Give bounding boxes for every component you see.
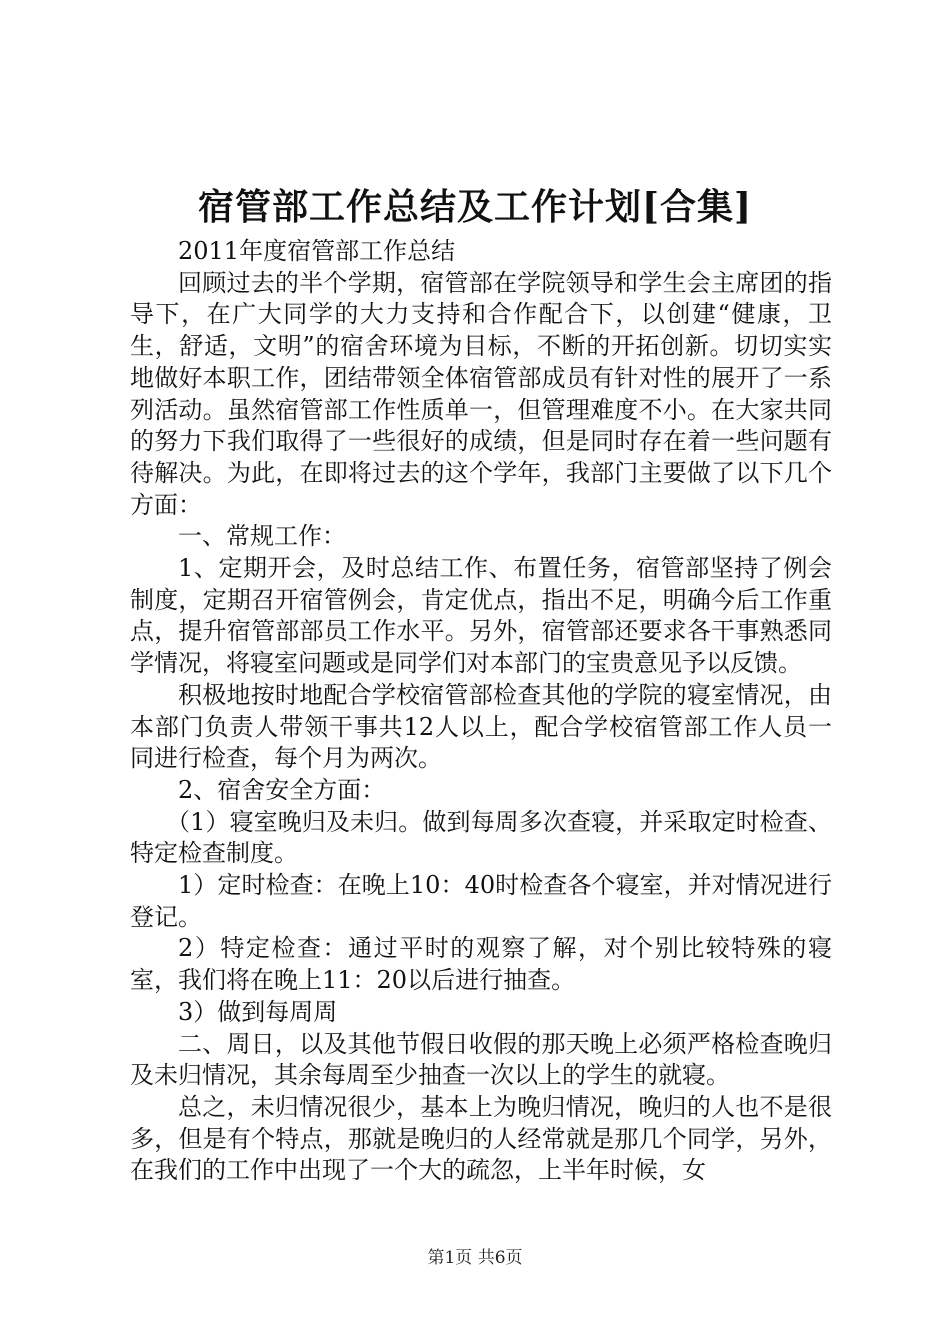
section-heading: 2、宿舍安全方面： [178,775,386,804]
paragraph: 3）做到每周周 [178,997,338,1026]
paragraph: 2）特定检查：通过平时的观察了解，对个别比较特殊的寝室，我们将在晚上11：20以后进行抽查。 [130,934,832,995]
paragraph: 积极地按时地配合学校宿管部检查其他的学院的寝室情况，由本部门负责人带领干事共12人以上，配合学校宿管部工作人员一同进行检查，每个月为两次。 [130,680,832,773]
paragraph-subtitle: 2011年度宿管部工作总结 [178,237,456,265]
paragraph: 回顾过去的半个学期，宿管部在学院领导和学生会主席团的指导下，在广大同学的大力支持和合作配合下，以创建“健康，卫生，舒适，文明”的宿舍环境为目标，不断的开拓创新。切切实实地做好本职工作，团结带领全体宿管部成员有针对性的展开了一系列活动。虽然宿管部工作性质单一，但管理难度不小。在大家共同的努力下我们取得了一些很好的成绩，但是同时存在着一些问题有待解决。为此，在即将过去的这个学年，我部门主要做了以下几个方面： [130,268,832,519]
page-footer: 第1页 共6页 [427,1248,523,1268]
paragraph: 二、周日，以及其他节假日收假的那天晚上必须严格检查晚归及未归情况，其余每周至少抽查一次以上的学生的就寝。 [130,1029,832,1090]
document-body [130,236,832,1187]
paragraph: （1）寝室晚归及未归。做到每周多次查寝，并采取定时检查、特定检查制度。 [130,807,832,868]
paragraph: 1、定期开会，及时总结工作、布置任务，宿管部坚持了例会制度，定期召开宿管例会，肯定优点，指出不足，明确今后工作重点，提升宿管部部员工作水平。另外，宿管部还要求各干事熟悉同学情况，将寝室问题或是同学们对本部门的宝贵意见予以反馈。 [130,554,832,678]
section-heading: 一、常规工作： [178,522,346,551]
paragraph: 1）定时检查：在晚上10：40时检查各个寝室，并对情况进行登记。 [130,871,832,931]
document-title: 宿管部工作总结及工作计划[合集] [197,186,753,228]
paragraph: 总之，未归情况很少，基本上为晚归情况，晚归的人也不是很多，但是有个特点，那就是晚归的人经常就是那几个同学，另外，在我们的工作中出现了一个大的疏忽，上半年时候，女 [130,1092,832,1185]
